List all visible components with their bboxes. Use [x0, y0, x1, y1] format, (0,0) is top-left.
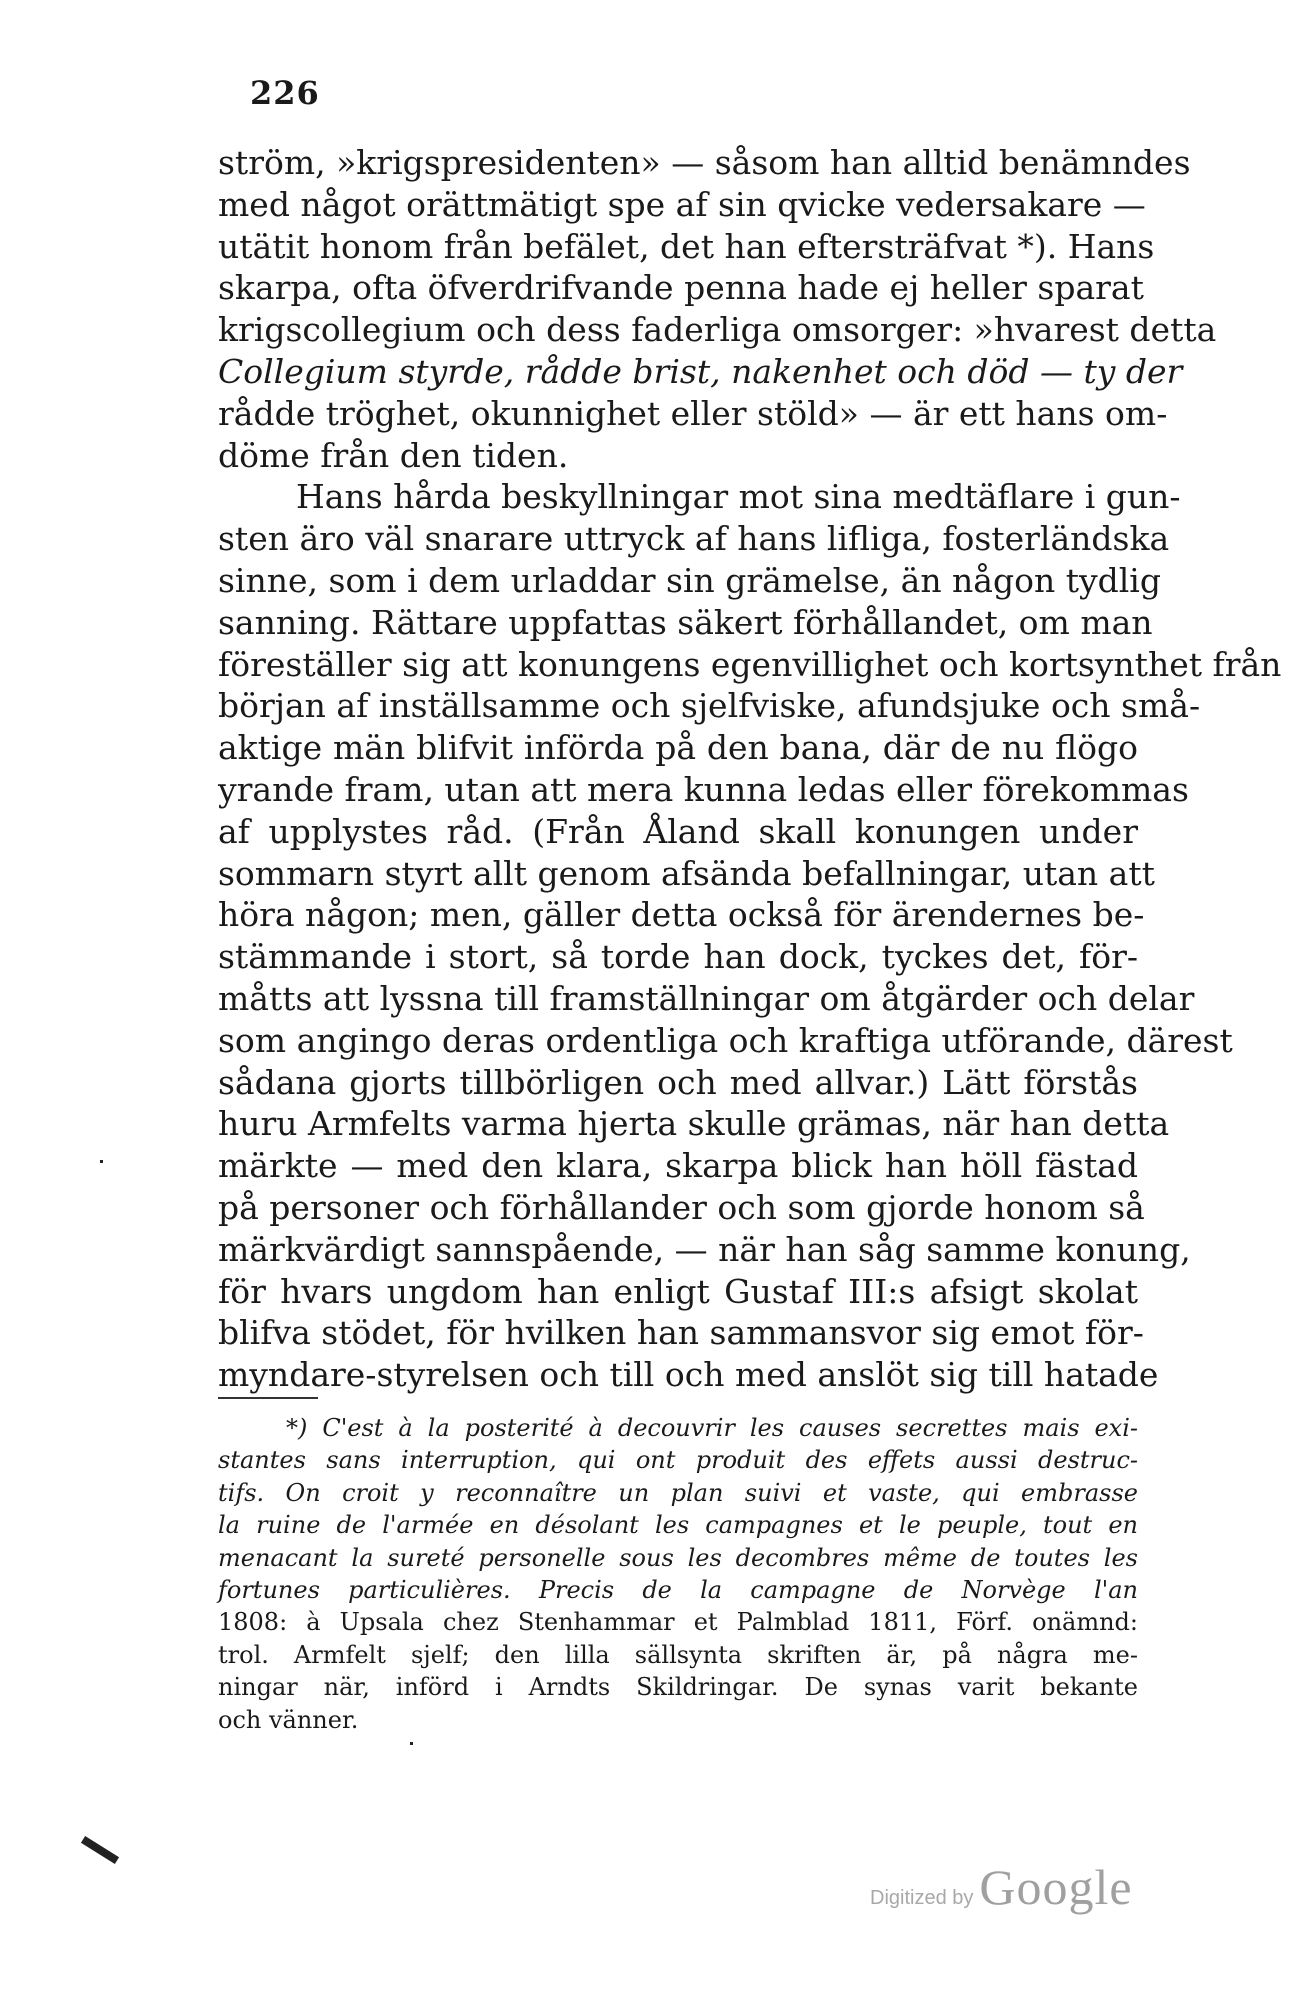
ink-speck [410, 1742, 413, 1745]
text-line: aktige män blifvit införda på den bana, där de nu flögo [218, 728, 1138, 768]
footnote-line: ningar när, införd i Arndts Skildringar. De synas varit bekante [218, 1673, 1138, 1702]
text-line: på personer och förhållander och som gjorde honom så [218, 1187, 1145, 1227]
text-line: sinne, som i dem urladdar sin grämelse, än någon tydlig [218, 560, 1161, 600]
text-line: för hvars ungdom han enligt Gustaf III:s afsigt skolat [218, 1271, 1138, 1311]
text-line: ström, »krigspresidenten» — såsom han alltid benämndes [218, 143, 1191, 182]
text-line: början af inställsamme och sjelfviske, afundsjuke och små- [218, 686, 1201, 726]
footnote-line: menacant la sureté personelle sous les decombres même de toutes les [218, 1543, 1138, 1572]
text-line: Collegium styrde, rådde brist, nakenhet och död — ty der [218, 351, 1183, 391]
text-line: märkte — med den klara, skarpa blick han höll fästad [218, 1146, 1138, 1186]
text-line: märkvärdigt sannspående, — när han såg samme konung, [218, 1229, 1191, 1269]
text-line: höra någon; men, gäller detta också för ärendernes be- [218, 895, 1145, 935]
text-line: döme från den tiden. [218, 435, 569, 475]
text-line: rådde tröghet, okunnighet eller stöld» — är ett hans om- [218, 393, 1168, 433]
footnote-separator [218, 1397, 318, 1399]
text-line: af upplystes råd. (Från Åland skall konungen under [218, 811, 1138, 851]
body-text [218, 142, 1282, 1396]
footnote-line: trol. Armfelt sjelf; den lilla sällsynta skriften är, på några me- [218, 1640, 1138, 1669]
text-line: utätit honom från befälet, det han eftersträfvat *). Hans [218, 226, 1155, 266]
text-line: sten äro väl snarare uttryck af hans lifliga, fosterländska [218, 519, 1170, 559]
page-number: 226 [250, 74, 320, 112]
footnote-line: och vänner. [218, 1705, 359, 1734]
ink-speck [100, 1160, 103, 1163]
text-line: blifva stödet, för hvilken han sammansvor sig emot för- [218, 1313, 1144, 1353]
text-line: skarpa, ofta öfverdrifvande penna hade ej heller sparat [218, 268, 1144, 308]
ink-mark [81, 1836, 119, 1864]
watermark-small-text: Digitized by [870, 1887, 974, 1909]
digitization-watermark [870, 1858, 1133, 1916]
text-line: sanning. Rättare uppfattas säkert förhållandet, om man [218, 602, 1153, 642]
text-line: måtts att lyssna till framställningar om åtgärder och delar [218, 978, 1195, 1018]
text-line: yrande fram, utan att mera kunna ledas eller förekommas [218, 769, 1189, 809]
text-line: stämmande i stort, så torde han dock, tyckes det, för- [218, 937, 1138, 977]
text-line: myndare-styrelsen och till och med anslöt sig till hatade [218, 1355, 1159, 1395]
footnote-line: 1808: à Upsala chez Stenhammar et Palmblad 1811, Förf. onämnd: [218, 1608, 1138, 1637]
text-line: sommarn styrt allt genom afsända befallningar, utan att [218, 853, 1155, 893]
text-line: med något orättmätigt spe af sin qvicke vedersakare — [218, 184, 1146, 224]
google-logo: Google [979, 1859, 1133, 1915]
footnote-line: fortunes particulières. Precis de la campagne de Norvège l'an [218, 1576, 1138, 1605]
footnote-line: la ruine de l'armée en désolant les campagnes et le peuple, tout en [218, 1511, 1138, 1540]
text-line: föreställer sig att konungens egenvillighet och kortsynthet från [218, 644, 1282, 684]
footnote-line: stantes sans interruption, qui ont produit des effets aussi destruc- [218, 1446, 1138, 1475]
footnote-line: tifs. On croit y reconnaître un plan suivi et vaste, qui embrasse [218, 1478, 1138, 1507]
text-line: huru Armfelts varma hjerta skulle grämas, när han detta [218, 1104, 1170, 1144]
text-line: krigscollegium och dess faderliga omsorger: »hvarest detta [218, 310, 1217, 350]
footnote [218, 1412, 1138, 1736]
footnote-line: *) C'est à la posterité à decouvrir les causes secrettes mais exi- [286, 1414, 1138, 1442]
text-line: sådana gjorts tillbörligen och med allvar.) Lätt förstås [218, 1062, 1138, 1102]
text-line: som angingo deras ordentliga och kraftiga utförande, därest [218, 1020, 1233, 1060]
text-line: Hans hårda beskyllningar mot sina medtäflare i gun- [296, 477, 1181, 517]
